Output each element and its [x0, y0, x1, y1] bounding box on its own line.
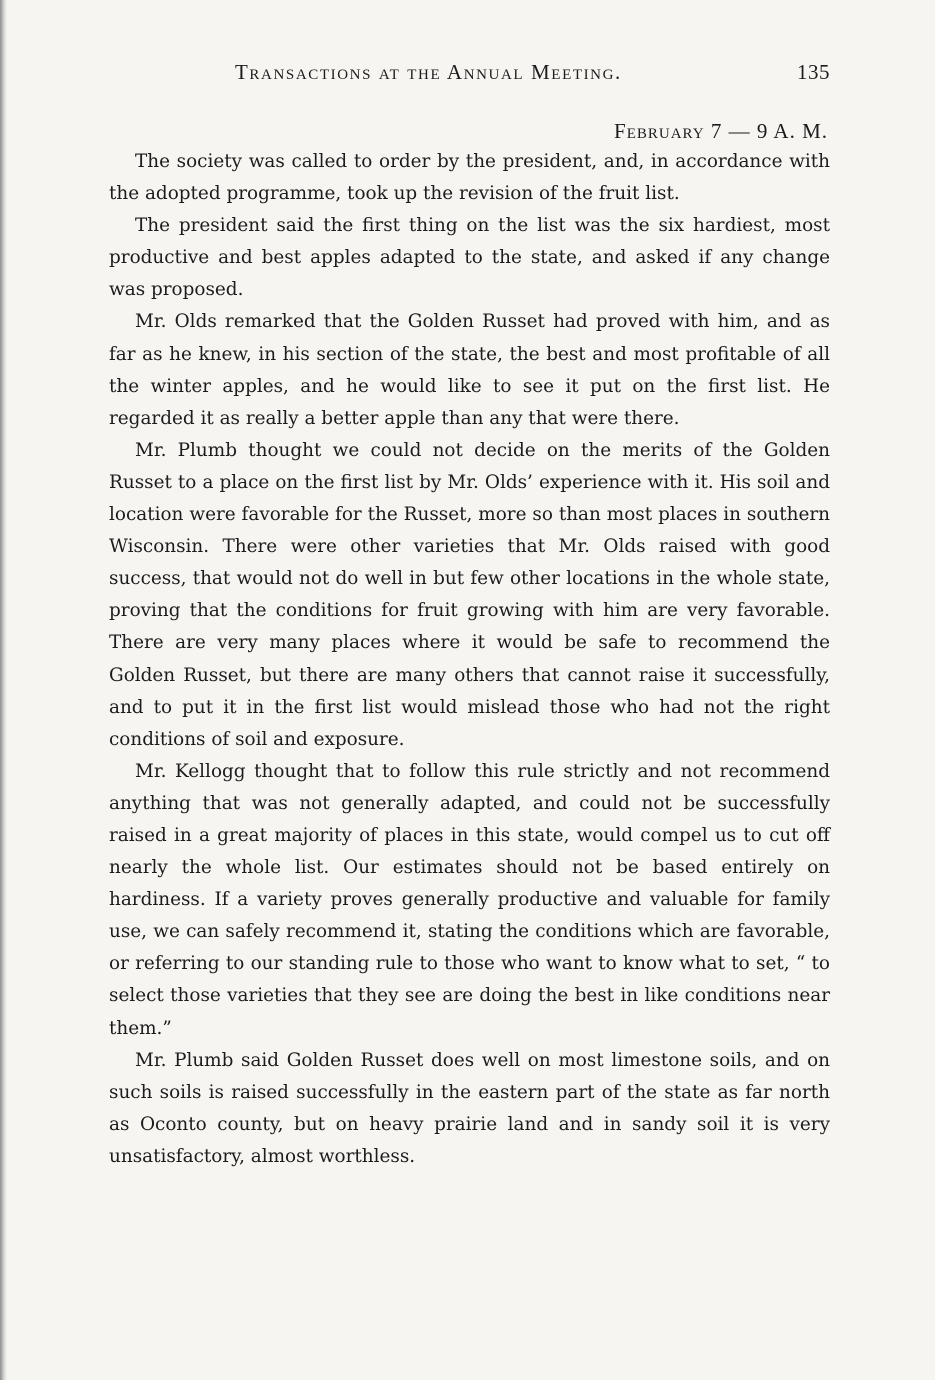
- paragraph-plumb-remarks: Mr. Plumb thought we could not decide on the merits of the Golden Russet to a place on the first list by Mr. Olds’ experience with it. His soil and location were favorable for the Russet, more so than most places in southern Wisconsin. There were other varieties that Mr. Olds raised with good success, that would not do well in but few other locations in the whole state, proving that the conditions for fruit growing with him are very favorable. There are very many places where it would be safe to recommend the Golden Russet, but there are many others that cannot raise it successfully, and to put it in the first list would mislead those who had not the right conditions of soil and exposure.: [109, 439, 830, 750]
- session-month: February: [614, 119, 705, 143]
- paragraph-kellogg-remarks: Mr. Kellogg thought that to follow this rule strictly and not recommend anything that was not generally adapted, and could not be successfully raised in a great majority of places in this state, would compel us to cut off nearly the whole list. Our estimates should not be based entirely on hardiness. If a variety proves generally productive and valuable for family use, we can safely recommend it, stating the conditions which are favorable, or referring to our standing rule to those who want to know what to set, “ to select those varieties that they see are doing the best in like conditions near them.”: [109, 760, 830, 1039]
- running-head-title: Transactions at the Annual Meeting.: [235, 60, 622, 84]
- session-date-heading: [109, 116, 830, 146]
- page-edge-shadow: [0, 0, 7, 1380]
- body-text: [109, 146, 830, 1173]
- running-head: [109, 56, 830, 92]
- session-time: 7 — 9 A. M.: [704, 119, 828, 143]
- paragraph-president-remarks: The president said the first thing on the list was the six hardiest, most productive and best apples adapted to the state, and asked if any change was proposed.: [109, 215, 830, 301]
- book-page: [109, 56, 830, 1173]
- page-number: 135: [797, 60, 830, 84]
- paragraph-olds-remarks: Mr. Olds remarked that the Golden Russet had proved with him, and as far as he knew, in his section of the state, the best and most profitable of all the winter apples, and he would like to see it put on the first list. He regarded it as really a better apple than any that were there.: [109, 311, 830, 429]
- paragraph-call-to-order: The society was called to order by the president, and, in accordance with the adopted programme, took up the revision of the fruit list.: [109, 151, 830, 205]
- paragraph-plumb-golden-russet: Mr. Plumb said Golden Russet does well on most limestone soils, and on such soils is raised successfully in the eastern part of the state as far north as Oconto county, but on heavy prairie land and in sandy soil it is very unsatisfactory, almost worthless.: [109, 1049, 830, 1167]
